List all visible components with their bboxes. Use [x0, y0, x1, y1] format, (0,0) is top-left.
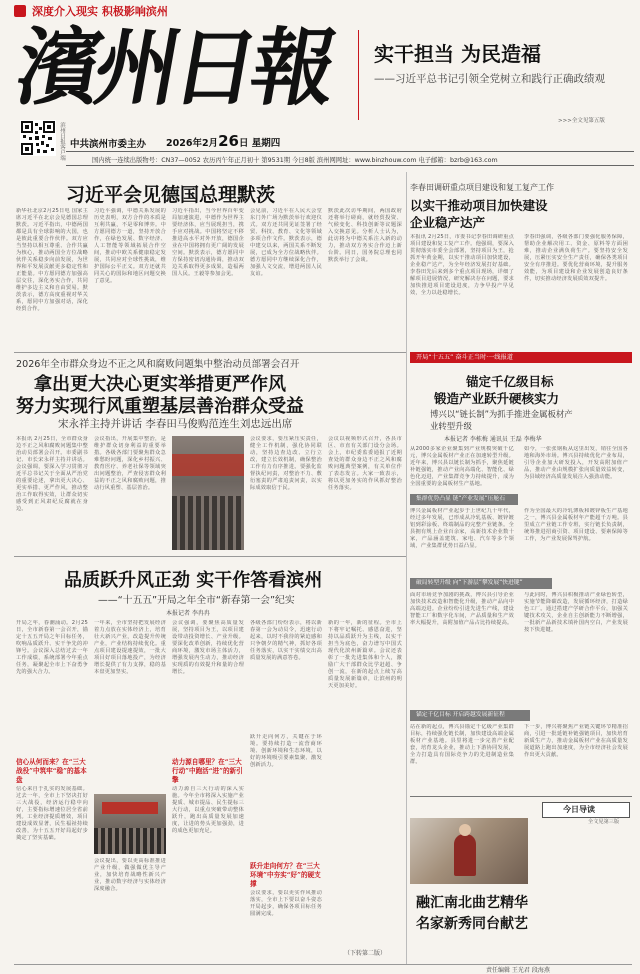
publisher: 中共滨州市委主办 — [70, 139, 147, 150]
logo-char-3: 日 — [165, 18, 267, 117]
preview-box[interactable] — [410, 796, 632, 964]
preview-label-box — [542, 802, 630, 818]
discipline-title-2: 努力实现行风重塑基层善治群众受益 — [16, 396, 304, 417]
quality-body-3 — [94, 620, 166, 790]
quality-body-8 — [250, 734, 322, 858]
logo-char-2: 州 — [87, 18, 189, 117]
logo-char-1: 濱 — [9, 18, 111, 117]
footer-editors: 责任编辑 王光君 段海燕 — [486, 967, 550, 974]
column-divider-top — [406, 172, 407, 352]
lead-story[interactable] — [14, 172, 406, 352]
industry-body-3 — [410, 508, 514, 572]
industry-body-1 — [410, 446, 514, 490]
right-story-title-2: 企业稳产达产 — [410, 215, 486, 230]
preview-label: 今日导读 — [563, 805, 595, 814]
industry-subhead-1: 集群优势凸显 链“产业发展”压舱石 — [410, 494, 518, 505]
industry-subtitle-1: 博兴以“链长制”为抓手推进金属板材产 — [430, 409, 573, 419]
qr-code[interactable] — [20, 120, 56, 156]
date-day: 26 — [218, 132, 239, 150]
discipline-title-1: 拿出更大决心更实举措更严作风 — [34, 374, 286, 395]
qr-caption: 滨州日报客户端 — [59, 122, 65, 161]
meeting-photo — [172, 436, 244, 550]
quality-body-9 — [250, 890, 322, 950]
meeting-photo-stage — [172, 454, 244, 476]
conference-photo-rows — [94, 828, 166, 854]
discipline-body-col-3 — [250, 436, 322, 550]
conference-photo-banner — [102, 802, 158, 814]
logo-char-4: 報 — [243, 18, 345, 117]
conference-photo — [94, 794, 166, 854]
industry-body-4 — [524, 508, 628, 572]
slogan-mark — [14, 5, 26, 17]
industry-title-2: 锻造产业跃升硬核实力 — [434, 391, 560, 406]
preview-photo-head — [459, 824, 471, 836]
quality-subtitle: ——“十五五”开局之年全市“新春第一会”纪实 — [98, 595, 295, 606]
industry-byline: 本报记者 李栋梅 通讯员 王磊 李梅华 — [444, 436, 542, 443]
quality-body-1 — [16, 620, 88, 756]
quality-story[interactable] — [14, 562, 406, 964]
date-weekday: 日 星期四 — [238, 138, 281, 149]
feature-more-link[interactable]: >>>全文见第五版 — [558, 118, 605, 124]
discipline-subtitle: 宋永祥主持并讲话 李春田马俊购范连生刘忠远出席 — [58, 418, 293, 430]
quality-body-6 — [172, 786, 244, 960]
lead-headline: 习近平会见德国总理默茨 — [66, 184, 276, 206]
issue-date — [166, 131, 280, 150]
feature-subtitle: ——习近平总书记引领全党树立和践行正确政绩观 — [374, 73, 605, 85]
quality-title: 品质跃升风正劲 实干作答看滨州 — [64, 570, 323, 591]
discipline-body-col-2 — [94, 436, 166, 550]
quality-body-4 — [94, 858, 166, 960]
industry-body-2 — [524, 446, 628, 490]
column-divider-main — [406, 352, 407, 964]
right-story-kicker: 李春田调研重点项目建设和复工复产工作 — [410, 183, 554, 192]
masthead-slogan: 深度介入现实 积极影响滨州 — [32, 5, 168, 18]
quality-subhead-3: 跃升走向何方？在“三大环境”中夯实“好”的硬支撑 — [250, 862, 321, 888]
feature-divider — [358, 30, 359, 120]
quality-subhead-1: 信心从何而来？在“三大战役”中筑牢“稳”的基本盘 — [16, 758, 87, 784]
rule-mid-1 — [14, 352, 406, 353]
industry-body-5 — [410, 592, 514, 704]
quality-body-2 — [16, 786, 88, 960]
right-story-title-1: 以实干推动项目加快建设 — [410, 198, 548, 213]
masthead-logo — [9, 18, 345, 118]
quality-subhead-2: 动力源自哪里？在“三大行动”中跑活“进”的新引擎 — [172, 758, 243, 784]
preview-photo — [410, 818, 528, 884]
industry-subhead-3: 锚定千亿目标 开启跨越发展新征程 — [410, 710, 530, 721]
feature-title: 实干担当 为民造福 — [374, 42, 541, 66]
column-bar: 开局“十五五” 奋斗正当时·一线报道 — [410, 352, 632, 363]
discipline-story[interactable] — [14, 356, 406, 556]
top-feature[interactable] — [352, 30, 630, 128]
quality-byline: 本报记者 李冉冉 — [166, 610, 210, 617]
quality-body-7 — [250, 620, 322, 730]
masthead-rule-top — [66, 151, 634, 152]
right-story-body-col-2 — [524, 234, 628, 350]
industry-story[interactable] — [410, 352, 632, 792]
lead-body-col-1 — [16, 208, 88, 348]
quality-continued[interactable]: （下转第二版） — [344, 950, 387, 957]
masthead — [0, 0, 640, 165]
preview-title-2: 名家新秀同台献艺 — [416, 916, 528, 932]
discipline-body-col-1 — [16, 436, 88, 550]
meeting-photo-audience — [172, 496, 244, 550]
masthead-info-line: 国内统一连续出版物号：CN37—0052 农历丙午年正月初十 第9531期 今日8版 滨州网网址：www.binzhouw.com 电子邮箱：bzrb@163.com — [92, 157, 498, 164]
industry-title-1: 锚定千亿级目标 — [466, 374, 554, 389]
industry-body-7 — [410, 724, 514, 790]
preview-title-1: 融汇南北曲艺精华 — [416, 895, 528, 911]
industry-subhead-2: 破局转型升级 向“下游层”攀发展“快进键” — [410, 578, 552, 589]
masthead-rule-bottom — [66, 165, 634, 166]
quality-body-10 — [328, 620, 402, 944]
rule-mid-2 — [14, 556, 406, 557]
lead-body-col-5 — [328, 208, 402, 348]
date-year-month: 2026年2月 — [166, 138, 219, 149]
lead-body-col-2 — [94, 208, 166, 348]
industry-body-8 — [524, 724, 628, 790]
discipline-body-col-4 — [328, 436, 402, 550]
preview-photo-performer — [454, 834, 476, 876]
right-story[interactable] — [410, 172, 632, 352]
lead-body-col-3 — [172, 208, 244, 348]
discipline-kicker: 2026年全市群众身边不正之风和腐败问题集中整治动员部署会召开 — [16, 359, 300, 370]
lead-body-col-4 — [250, 208, 322, 348]
industry-subtitle-2: 业转型升级 — [430, 421, 472, 431]
industry-body-6 — [524, 592, 628, 704]
preview-more[interactable]: 全文见第三版 — [588, 819, 620, 825]
preview-rule — [410, 796, 632, 797]
right-story-body-col-1 — [410, 234, 514, 350]
quality-body-5 — [172, 620, 244, 756]
